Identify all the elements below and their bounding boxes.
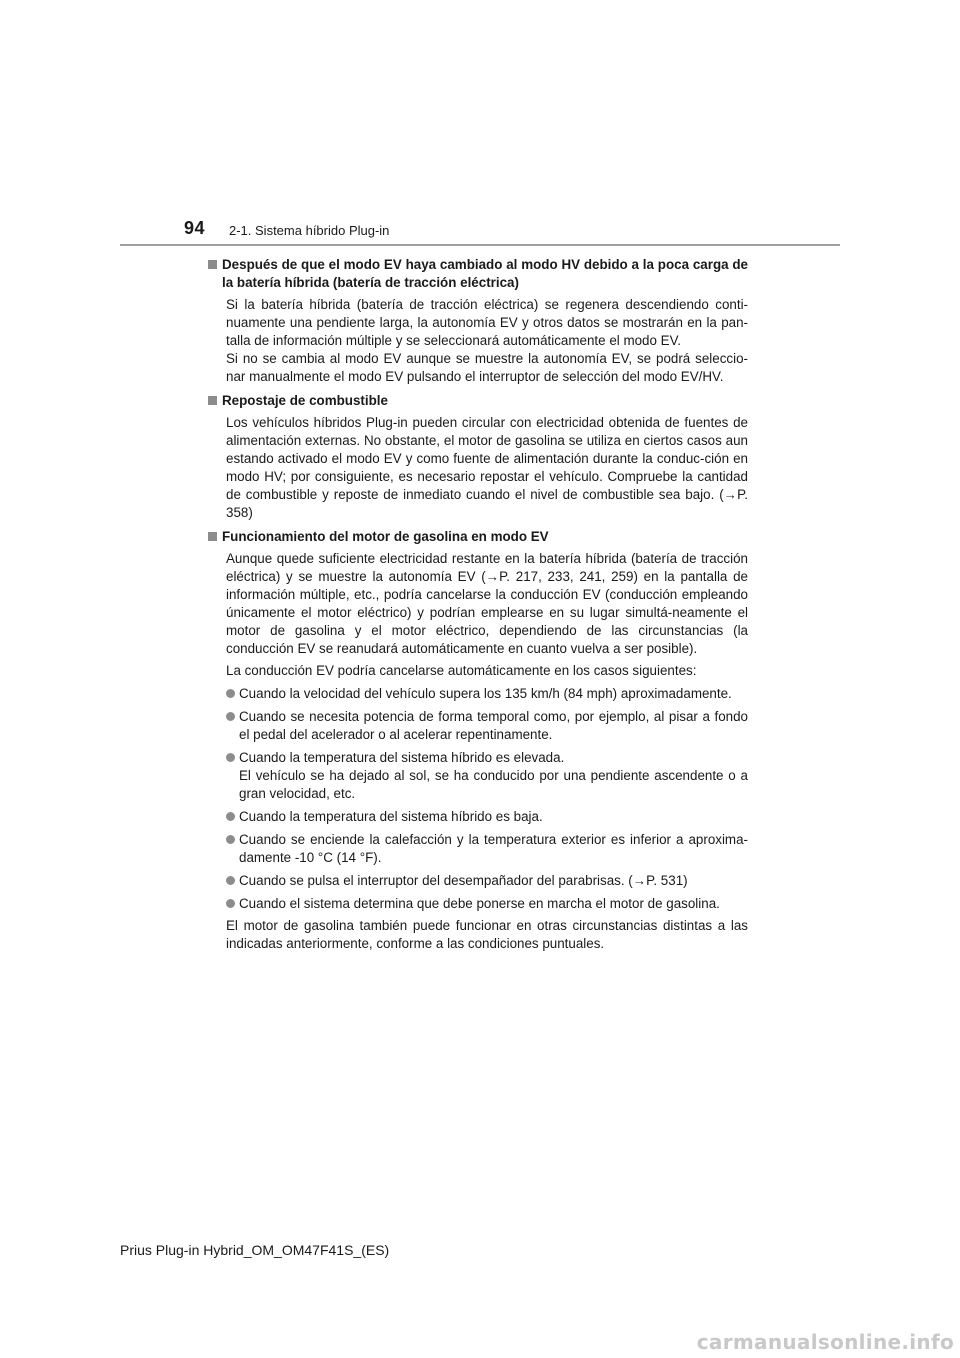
page-content [208,256,748,959]
list-item-text [239,749,748,803]
list-item-line: Cuando la temperatura del sistema híbrido es elevada. [239,750,565,765]
header-divider [120,244,840,246]
paragraph: La conducción EV podría cancelarse automáticamente en los casos siguientes: [226,663,697,678]
section-engine-in-ev-mode [208,528,748,953]
list-item [226,808,748,826]
section-title: 2-1. Sistema híbrido Plug-in [229,223,390,238]
paragraph-text: Si no se cambia al modo EV aunque se muestre la autonomía EV, se podrá seleccio-nar manualmente el modo EV pulsando el interruptor de selección del modo EV/HV. [226,351,748,384]
page-number: 94 [184,218,206,238]
round-bullet-icon [226,689,235,698]
list-item [226,872,748,890]
paragraph: Los vehículos híbridos Plug-in pueden circular con electricidad obtenida de fuentes de alimentación externas. No obstante, el motor de gasolina se utiliza en ciertos casos aun estando activado el modo EV y como fuente de alimentación durante la conduc-ción en modo HV; por consiguiente, es necesario repostar el vehículo. Compruebe la cantidad de combustible y reposte de inmediato cuando el nivel de combustible sea bajo. (→P. 358) [226,415,748,520]
list-item-text: Cuando se pulsa el interruptor del desempañador del parabrisas. (→P. 531) [239,873,688,888]
list-item [226,749,748,803]
section-heading-text: Funcionamiento del motor de gasolina en modo EV [222,529,549,544]
watermark: carmanualsonline.info [696,1330,954,1354]
list-item [226,708,748,744]
round-bullet-icon [226,812,235,821]
section-heading [208,528,748,546]
list-item [226,895,748,913]
round-bullet-icon [226,876,235,885]
section-heading [208,256,748,292]
closing-paragraph: El motor de gasolina también puede funcionar en otras circunstancias distintas a las indicadas anteriormente, conforme a las condiciones puntuales. [226,918,748,951]
list-item [226,685,748,703]
section-heading-text: Después de que el modo EV haya cambiado al modo HV debido a la poca carga de la batería híbrida (batería de tracción eléctrica) [222,257,748,290]
round-bullet-icon [226,835,235,844]
section-heading [208,392,748,410]
page-footer: Prius Plug-in Hybrid_OM_OM47F41S_(ES) [120,1242,390,1258]
list-item-text: Cuando se enciende la calefacción y la temperatura exterior es inferior a aproxima-damente -10 °C (14 °F). [239,832,748,865]
section-ev-mode-recovery [208,256,748,386]
round-bullet-icon [226,712,235,721]
section-refueling [208,392,748,522]
round-bullet-icon [226,753,235,762]
square-bullet-icon [208,260,217,269]
square-bullet-icon [208,532,217,541]
page-header [0,0,960,280]
round-bullet-icon [226,899,235,908]
list-item-text: Cuando se necesita potencia de forma temporal como, por ejemplo, al pisar a fondo el pedal del acelerador o al acelerar repentinamente. [239,709,748,742]
list-item-text: Cuando el sistema determina que debe ponerse en marcha el motor de gasolina. [239,896,720,911]
paragraph-text: Si la batería híbrida (batería de tracción eléctrica) se regenera descendiendo conti-nuamente una pendiente larga, la autonomía EV y otros datos se mostrarán en la pan-talla de información múltiple y se seleccionará automáticamente el modo EV. [226,297,748,348]
list-item [226,831,748,867]
list-item-line: El vehículo se ha dejado al sol, se ha conducido por una pendiente ascendente o a gran velocidad, etc. [239,768,748,801]
paragraph: Aunque quede suficiente electricidad restante en la batería híbrida (batería de tracción eléctrica) y se muestre la autonomía EV (→P. 217, 233, 241, 259) en la pantalla de información múltiple, etc., podría cancelarse la conducción EV (conducción empleando únicamente el motor eléctrico) y podrían emplearse en su lugar simultá-neamente el motor de gasolina y el motor eléctrico, dependiendo de las circunstancias (la conducción EV se reanudará automáticamente en cuanto vuelva a ser posible). [226,551,748,656]
list-item-text: Cuando la velocidad del vehículo supera los 135 km/h (84 mph) aproximadamente. [239,686,732,701]
paragraph [226,296,748,386]
list-item-text: Cuando la temperatura del sistema híbrido es baja. [239,809,543,824]
section-heading-text: Repostaje de combustible [222,393,388,408]
square-bullet-icon [208,396,217,405]
